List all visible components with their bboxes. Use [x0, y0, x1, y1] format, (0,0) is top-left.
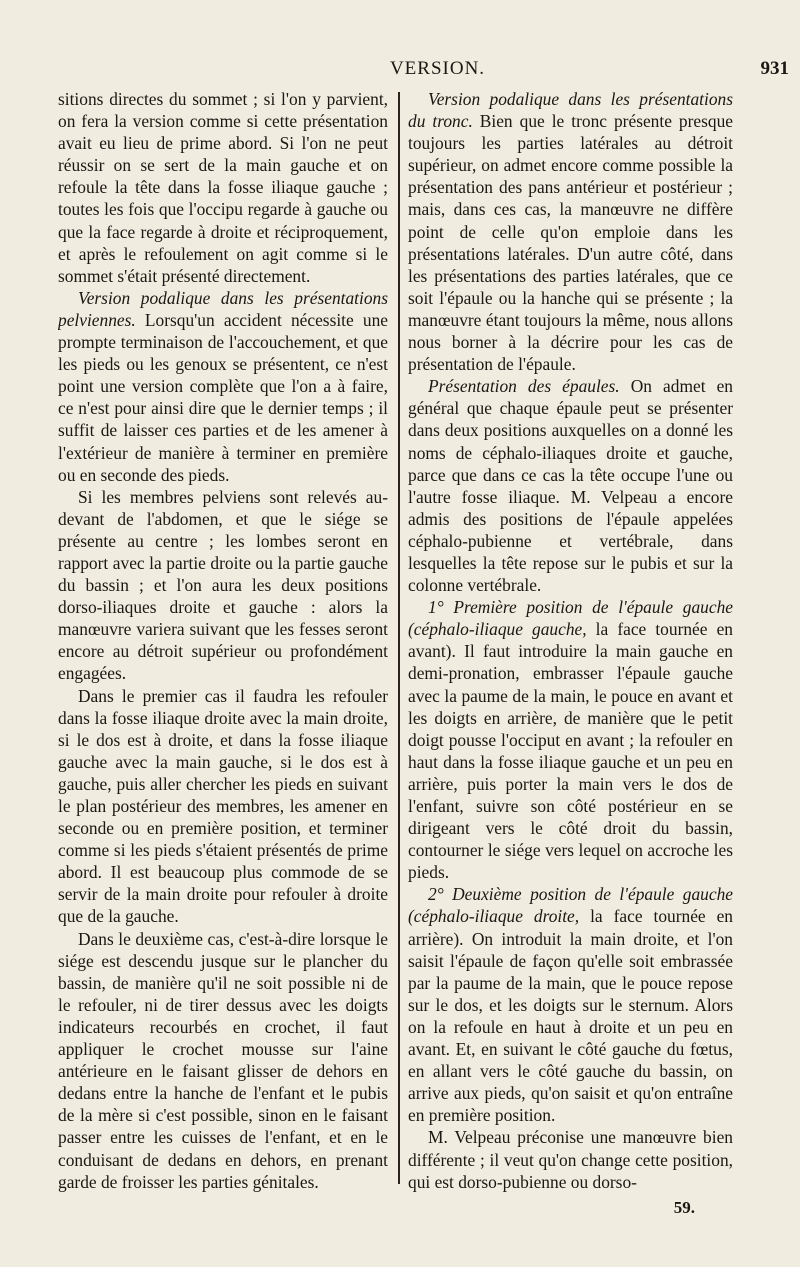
column-divider	[398, 92, 400, 1184]
paragraph-lead: Présentation des épaules.	[428, 376, 620, 397]
paragraph	[408, 88, 733, 375]
paragraph	[58, 486, 388, 685]
paragraph-text: la face tournée en avant). Il faut introduire la main gauche en demi-pronation, embrasser l'épaule gauche avec la paume de la main, le pouce en avant et les doigts en arrière, de manière que le petit doigt pousse l'occiput en avant ; la refouler en haut dans la fosse iliaque gauche et un peu en arrière, puis porter la main vers le dos de l'enfant, suivre son côté postérieur en se dirigeant vers le côté droit du bassin, contourner le siége vers lequel on accroche les pieds.	[408, 619, 733, 883]
paragraph-lead: Version podalique dans les présentations du tronc.	[408, 89, 733, 132]
paragraph	[408, 596, 733, 883]
paragraph-text: M. Velpeau préconise une manœuvre bien différente ; il veut qu'on change cette position, qui est dorso-pubienne ou dorso-	[408, 1127, 733, 1192]
paragraph	[58, 928, 388, 1193]
signature-mark: 59.	[673, 1198, 695, 1217]
paragraph-lead: 1° Première position de l'épaule gauche (céphalo-iliaque gauche,	[408, 597, 733, 640]
paragraph-text: Si les membres pelviens sont relevés au-devant de l'abdomen, et que le siége se présente au centre ; les lombes seront en rapport avec la partie droite ou la partie gauche du bassin ; et l'on aura les deux positions dorso-iliaques droite et gauche : alors la manœuvre variera suivant que les fesses seront encore au détroit supérieur ou profondément engagées.	[58, 486, 388, 684]
paragraph-lead: 2° Deuxième position de l'épaule gauche (céphalo-iliaque droite,	[408, 884, 733, 927]
paragraph-text: Dans le premier cas il faudra les refouler dans la fosse iliaque droite avec la main droite, si le dos est à droite, et dans la fosse iliaque gauche avec la main gauche, si le dos est à gauche, puis aller chercher les pieds en suivant le plan postérieur des membres, les amener en seconde ou en première position, et terminer comme si les pieds s'étaient présentés de prime abord. Il est beaucoup plus commode de se servir de la main droite pour refouler à droite que de la gauche.	[58, 685, 388, 927]
paragraph	[408, 883, 733, 1126]
page-number: 931	[760, 58, 789, 79]
page-header	[50, 58, 795, 86]
paragraph-text: Bien que le tronc présente presque toujours les parties latérales au détroit supérieur, on admet encore comme possible la présentation des pans antérieur et postérieur ; mais, dans ces cas, la manœuvre ne diffère point de celle qu'on emploie dans les présentations latérales. D'un autre côté, dans les présentations des parties latérales, que ce soit l'épaule ou la hanche qui se présente ; la manœuvre étant toujours la même, nous allons nous borner à la décrire pour les cas de présentation de l'épaule.	[408, 111, 733, 375]
running-title: VERSION.	[389, 58, 486, 79]
left-column	[58, 88, 388, 1198]
paragraph-text: Lorsqu'un accident nécessite une prompte terminaison de l'accouchement, et que les pieds ou les genoux se présentent, ce n'est point une version complète que l'on a à faire, ce n'est pour ainsi dire que le dernier temps ; il suffit de laisser ces parties et de les amener à l'extérieur de manière à terminer en première ou en seconde des pieds.	[58, 309, 388, 485]
paragraph-text: On admet en général que chaque épaule peut se présenter dans deux positions auxquelles on a donné les noms de céphalo-iliaques droite et gauche, parce que dans ce cas la tête occupe l'une ou l'autre fosse iliaque. M. Velpeau a encore admis des positions de l'épaule appelées céphalo-pubienne et vertébrale, dans lesquelles la tête repose sur le pubis et sur la colonne vertébrale.	[408, 376, 733, 596]
paragraph-text: Dans le deuxième cas, c'est-à-dire lorsque le siége est descendu jusque sur le plancher du bassin, de manière qu'il ne soit possible ni de le refouler, ni de tirer dessus avec les doigts indicateurs recourbés en crochet, il faut appliquer le crochet mousse sur l'aine antérieure en le faisant glisser de dehors en dedans entre la hanche de l'enfant et le pubis de la mère si c'est possible, sinon en le faisant passer entre les cuisses de l'enfant, et en le conduisant de dedans en dehors, en prenant garde de froisser les parties génitales.	[58, 928, 388, 1192]
paragraph-lead: Version podalique dans les présentations pelviennes.	[58, 287, 388, 330]
paragraph	[408, 375, 733, 596]
paragraph	[58, 287, 388, 486]
paragraph-text: sitions directes du sommet ; si l'on y parvient, on fera la version comme si cette présentation avait eu lieu de prime abord. Si l'on ne peut réussir on se sert de la main gauche et on refoule la tête dans la fosse iliaque gauche ; toutes les fois que l'occipu regarde à gauche ou que la face regarde à droite et réciproquement, et après le refoulement on agit comme si le sommet s'était présenté directement.	[58, 89, 388, 286]
right-column	[408, 88, 733, 1198]
paragraph-text: la face tournée en arrière). On introduit la main droite, et l'on saisit l'épaule de façon qu'elle soit embrassée par la paume de la main, que le pouce repose sur le dos, et les doigts sur le sternum. Alors on la refoule en haut à droite et un peu en avant. Et, en suivant le côté gauche du fœtus, en allant vers le côté gauche du bassin, on arrive aux pieds, qu'on saisit et qu'on entraîne en première position.	[408, 906, 733, 1126]
paragraph	[408, 1126, 733, 1192]
paragraph	[58, 88, 388, 287]
paragraph	[58, 685, 388, 928]
